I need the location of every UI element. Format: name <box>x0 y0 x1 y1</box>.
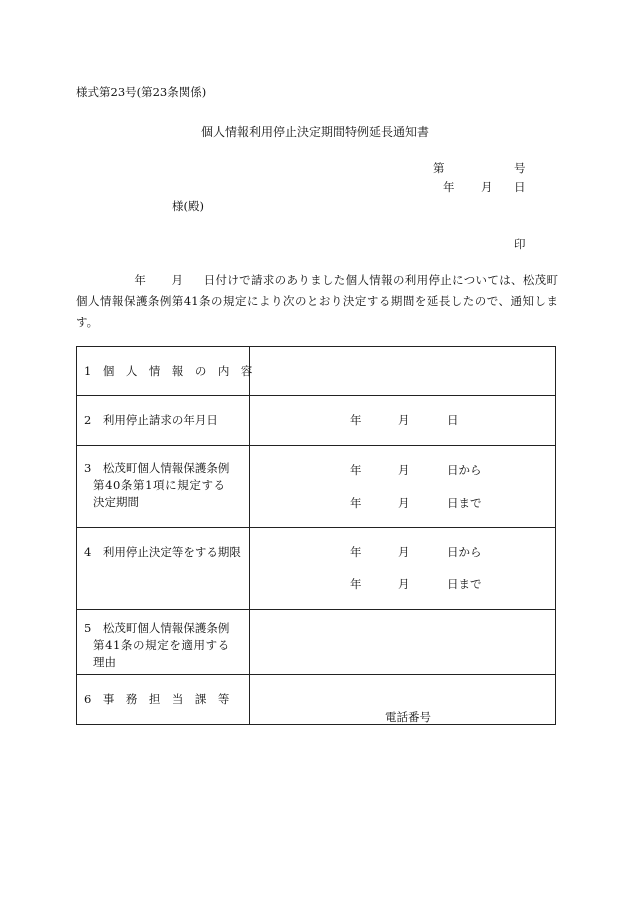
number-suffix: 号 <box>514 161 526 175</box>
table-row <box>77 446 556 528</box>
row4-to-year: 年 <box>350 577 362 591</box>
row2-month: 月 <box>398 413 410 427</box>
row3-value-cell[interactable] <box>250 446 556 528</box>
date-day: 日 <box>514 180 526 194</box>
date-month: 月 <box>481 180 493 194</box>
document-title: 個人情報利用停止決定期間特例延長通知書 <box>201 125 430 139</box>
row3-label-line1: 3 松茂町個人情報保護条例 <box>84 461 230 475</box>
row3-from-year: 年 <box>350 463 362 477</box>
row4-from-year: 年 <box>350 545 362 559</box>
row5-label-line2: 第41条の規定を適用する <box>93 638 230 652</box>
row3-label-line2: 第40条第1項に規定する <box>93 478 226 492</box>
notice-paragraph <box>76 270 558 333</box>
row1-label: 1 個 人 情 報 の 内 容 <box>84 364 253 378</box>
row5-value-cell[interactable] <box>250 610 556 675</box>
body-month: 月 <box>171 273 184 287</box>
body-year: 年 <box>134 273 147 287</box>
row4-label: 4 利用停止決定等をする期限 <box>84 545 241 559</box>
row5-label-line1: 5 松茂町個人情報保護条例 <box>84 621 230 635</box>
row4-from-month: 月 <box>398 545 410 559</box>
notice-table <box>76 346 556 725</box>
row6-phone-label: 電話番号 <box>385 710 431 724</box>
row5-label-line3: 理由 <box>93 655 116 669</box>
row2-day: 日 <box>447 413 459 427</box>
row3-from-month: 月 <box>398 463 410 477</box>
table-row <box>77 528 556 610</box>
row6-label: 6 事 務 担 当 課 等 <box>84 692 230 706</box>
row4-from-day: 日から <box>447 545 482 559</box>
body-text: 日付けで請求のありました個人情報の利用停止については、松茂町個人情報保護条例第41条の規定により次のとおり決定する期間を延長したので、通知します。 <box>76 273 559 329</box>
row2-value-cell[interactable] <box>250 396 556 446</box>
seal-mark: 印 <box>514 237 526 251</box>
row2-year: 年 <box>350 413 362 427</box>
table-row <box>77 396 556 446</box>
date-year: 年 <box>443 180 455 194</box>
row3-from-day: 日から <box>447 463 482 477</box>
row6-value-cell[interactable] <box>250 675 556 725</box>
row1-value-cell[interactable] <box>250 347 556 396</box>
row4-to-day: 日まで <box>447 577 482 591</box>
number-prefix: 第 <box>433 161 445 175</box>
row3-to-day: 日まで <box>447 496 482 510</box>
addressee-label: 様(殿) <box>172 199 204 213</box>
row3-label <box>77 446 249 511</box>
form-number: 様式第23号(第23条関係) <box>76 85 207 99</box>
table-row <box>77 675 556 725</box>
row2-label: 2 利用停止請求の年月日 <box>84 413 218 427</box>
table-row <box>77 610 556 675</box>
row4-value-cell[interactable] <box>250 528 556 610</box>
row3-to-month: 月 <box>398 496 410 510</box>
table-row <box>77 347 556 396</box>
row3-label-line3: 決定期間 <box>93 495 139 509</box>
row3-to-year: 年 <box>350 496 362 510</box>
row4-to-month: 月 <box>398 577 410 591</box>
row5-label <box>77 610 249 671</box>
